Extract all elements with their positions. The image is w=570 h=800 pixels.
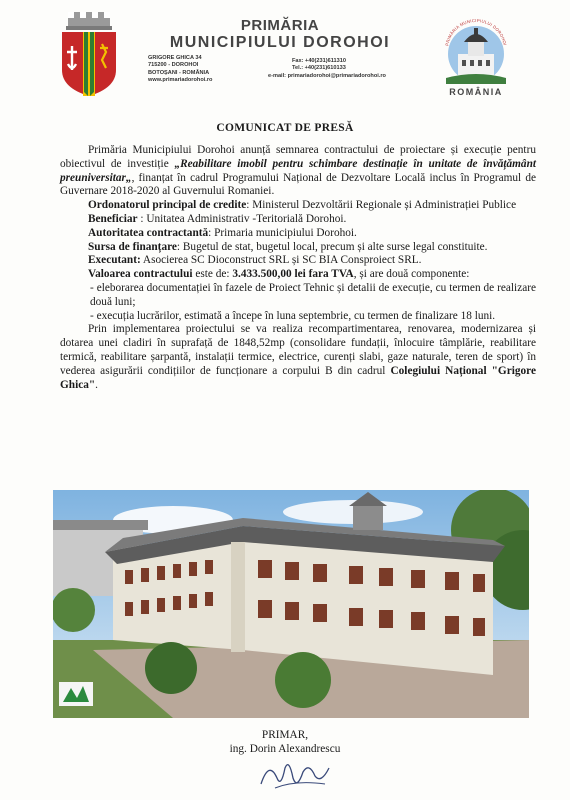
address-county: BOTOȘANI - ROMÂNIA — [148, 69, 210, 76]
executant-label: Executant: — [88, 254, 141, 267]
valoare-mid: este de: — [192, 268, 233, 281]
college-name: Colegiului Național "Grigore Ghica" — [60, 364, 536, 391]
document-title: COMUNICAT DE PRESĂ — [216, 122, 354, 134]
address-website: www.primariadorohoi.ro — [148, 77, 213, 84]
intro-text-end: , finanțat în cadrul Programului Național de Dezvoltare Locală inclus în Programul de Guvernare 2018-2020 al Guvernului Romaniei. — [60, 171, 536, 198]
ordonator-value: : Ministerul Dezvoltării Regionale și Administrației Publice — [246, 199, 517, 212]
contact-phone: Tel.: +40(231)610133 — [292, 65, 346, 72]
closing-text-end: . — [95, 378, 98, 391]
city-hall-building-icon — [438, 14, 514, 86]
sursa-line — [60, 241, 536, 255]
beneficiar-line — [60, 213, 536, 227]
project-name: „Reabilitare imobil pentru schimbare destinație în unitate de învățământ preuniversitar„ — [60, 157, 536, 184]
valoare-line — [60, 268, 536, 282]
intro-text: Primăria Municipiului Dorohoi anunță semnarea contractului de proiectare și execuție pentru obiectivul de investiție — [60, 144, 536, 170]
executant-value: Asocierea SC Dioconstruct SRL și SC BIA Consproiect SRL. — [140, 254, 422, 267]
closing-paragraph — [60, 323, 536, 392]
city-hall-logo — [438, 14, 514, 97]
valoare-label: Valoarea contractului — [88, 268, 193, 281]
ordonator-line — [60, 199, 536, 213]
beneficiar-label: Beneficiar — [88, 212, 138, 225]
logo-arc-text: PRIMĂRIA MUNICIPIULUI DOROHOI — [444, 17, 508, 47]
closing-text: Prin implementarea proiectului se va realiza recompartimentarea, renovarea, modernizarea și dotarea unei cladiri în suprafață de 1848,52mp (consolidare fundații, înlocuire tâmplărie, reabilitare termică, reabilitare șarpantă, instalații termice, electrice, curenți slabi, gaze naturale, teren de sport) în vederea asigurării condițiilor de funcționare a corpului B din cadrul — [60, 323, 536, 377]
handwritten-signature-icon — [255, 754, 335, 794]
sursa-label: Sursa de finanțare — [88, 240, 177, 253]
component-item-2: - execuția lucrărilor, estimată a începe în luna septembrie, cu termen de finalizare 18 luni. — [90, 309, 496, 322]
autoritate-line — [60, 227, 536, 241]
header-title-line1: PRIMĂRIA — [240, 17, 320, 34]
autoritate-label: Autoritatea contractantă — [88, 226, 209, 239]
signature-block — [0, 728, 570, 756]
intro-paragraph — [60, 144, 536, 199]
building-rendering-image — [53, 490, 529, 718]
ordonator-label: Ordonatorul principal de credite — [88, 199, 247, 212]
logo-caption: ROMÂNIA — [449, 87, 503, 97]
header-title-line2: MUNICIPIULUI DOROHOI — [169, 34, 391, 51]
valoare-amount: 3.433.500,00 lei fara TVA — [232, 268, 354, 281]
sursa-value: : Bugetul de stat, bugetul local, precum și alte surse legal constituite. — [176, 240, 488, 253]
address-postal: 715200 - DOROHOI — [148, 62, 199, 69]
contact-email: e-mail: primariadorohoi@primariadorohoi.ro — [268, 72, 386, 79]
document-body — [60, 144, 536, 392]
header-title — [130, 18, 430, 51]
header-address — [148, 55, 212, 85]
signature-name: ing. Dorin Alexandrescu — [229, 743, 341, 755]
beneficiar-value: : Unitatea Administrativ -Teritorială Dorohoi. — [137, 212, 347, 225]
component-item-1: - eleborarea documentației în fazele de Proiect Tehnic și detalii de execuție, cu termen de realizare două luni; — [90, 281, 536, 308]
contact-fax: Fax: +40(231)611310 — [292, 58, 346, 64]
executant-line — [60, 254, 536, 268]
valoare-end: , și are două componente: — [353, 268, 470, 281]
dorohoi-coat-of-arms-icon — [58, 12, 120, 96]
address-street: GRIGORE GHICA 34 — [148, 55, 202, 61]
autoritate-value: : Primaria municipiului Dorohoi. — [208, 226, 357, 239]
header-contact — [268, 58, 386, 80]
signature-role: PRIMAR, — [261, 729, 309, 741]
